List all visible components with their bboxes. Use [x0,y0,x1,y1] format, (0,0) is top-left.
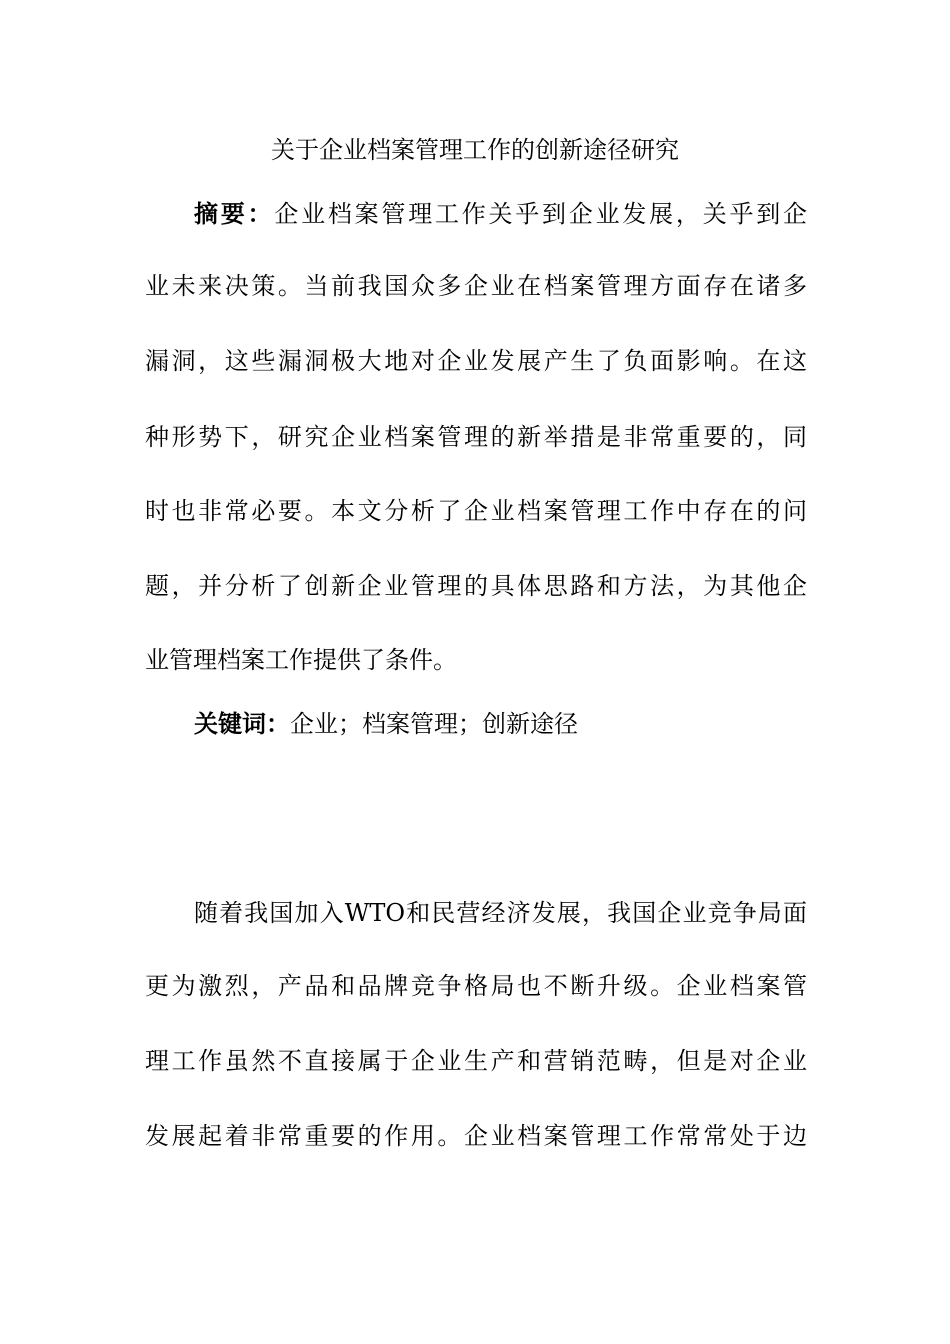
document-title: 关于企业档案管理工作的创新途径研究 [271,136,679,164]
body-line-1: 随着我国加入WTO和民营经济发展，我国企业竞争局面 [194,899,807,927]
keywords-line [194,704,807,744]
abstract-line-6: 题，并分析了创新企业管理的具体思路和方法，为其他企 [145,572,807,600]
keywords-text: 企业；档案管理；创新途径 [290,710,578,738]
abstract-first-line [194,194,807,234]
abstract-label: 摘要： [194,200,275,228]
body-line-2: 更为激烈，产品和品牌竞争格局也不断升级。企业档案管 [145,972,807,1000]
body-line-3: 理工作虽然不直接属于企业生产和营销范畴，但是对企业 [145,1047,807,1075]
abstract-line-2: 业未来决策。当前我国众多企业在档案管理方面存在诸多 [145,272,807,300]
abstract-line-3: 漏洞，这些漏洞极大地对企业发展产生了负面影响。在这 [145,347,807,375]
abstract-line-4: 种形势下，研究企业档案管理的新举措是非常重要的，同 [145,423,807,451]
abstract-line-1: 企业档案管理工作关乎到企业发展，关乎到企 [274,200,807,228]
body-line-4: 发展起着非常重要的作用。企业档案管理工作常常处于边 [145,1122,807,1150]
keywords-label: 关键词： [194,710,290,738]
abstract-line-5: 时也非常必要。本文分析了企业档案管理工作中存在的问 [145,497,807,525]
abstract-line-7: 业管理档案工作提供了条件。 [145,646,457,674]
